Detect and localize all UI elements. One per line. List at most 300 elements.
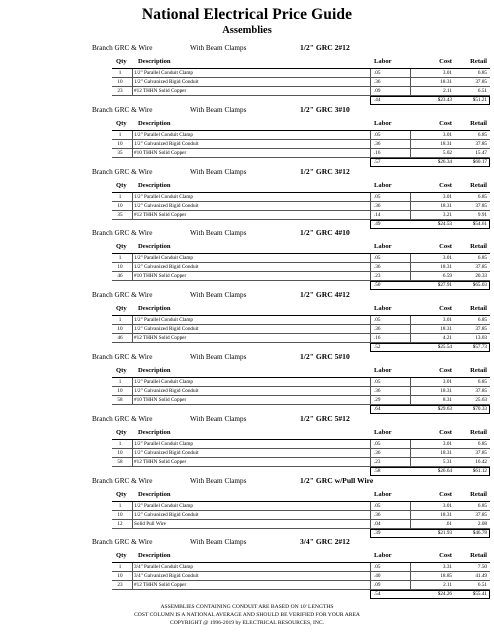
description-header: Description (138, 119, 171, 127)
row-labor: .36 (374, 264, 381, 271)
row-labor: .36 (374, 511, 381, 518)
qty-header: Qty (116, 305, 127, 313)
row-description: #10 THHN Solid Copper (134, 397, 187, 403)
row-cost: 2.11 (443, 582, 452, 589)
row-retail: 37.85 (475, 79, 487, 85)
table-header (112, 242, 490, 253)
row-labor: .05 (374, 131, 381, 138)
retail-header: Retail (470, 119, 487, 127)
row-cost: 3.01 (442, 131, 452, 138)
total-labor: .50 (374, 282, 381, 289)
total-labor: .64 (374, 406, 381, 412)
row-cost: 18.31 (440, 511, 452, 518)
footer-notes (0, 603, 494, 627)
total-row (112, 158, 490, 166)
row-cost: 18.31 (440, 79, 452, 85)
assembly-table (112, 119, 490, 166)
row-cost: 18.31 (440, 326, 452, 333)
table-row (112, 263, 490, 272)
table-body (112, 501, 490, 529)
total-cost: $24.26 (437, 591, 452, 598)
row-qty: 1 (118, 379, 122, 385)
row-retail: 13.03 (475, 335, 487, 342)
row-retail: 6.85 (477, 379, 487, 385)
row-retail: 6.51 (477, 88, 487, 94)
total-cost: $23.43 (437, 97, 452, 103)
row-qty: 35 (117, 211, 123, 218)
row-retail: 6.85 (477, 131, 487, 138)
row-labor: .04 (374, 520, 381, 527)
total-labor: .52 (374, 344, 381, 351)
row-labor: .16 (374, 335, 381, 342)
row-qty: 10 (117, 449, 123, 456)
row-qty: 10 (117, 202, 123, 209)
table-body (112, 315, 490, 343)
row-retail: 6.85 (477, 440, 487, 447)
page-title: National Electrical Price Guide (141, 6, 353, 23)
total-row (112, 281, 490, 289)
row-description: 1/2" Parallel Conduit Clamp (134, 70, 194, 76)
row-retail: 6.85 (477, 317, 487, 324)
qty-header: Qty (116, 181, 127, 189)
labor-header: Labor (374, 243, 392, 251)
row-labor: .05 (374, 317, 381, 324)
table-row (112, 440, 490, 449)
section-mounting: With Beam Clamps (190, 229, 247, 238)
total-cost: $26.64 (437, 467, 452, 474)
cost-header: Cost (439, 181, 452, 189)
row-qty: 10 (117, 326, 123, 333)
table-header (112, 366, 490, 377)
row-labor: .05 (374, 255, 381, 262)
row-description: #12 THHN Solid Copper (134, 211, 187, 218)
row-qty: 10 (117, 79, 123, 85)
total-labor: .58 (374, 467, 381, 474)
retail-header: Retail (470, 367, 487, 374)
table-header (112, 490, 490, 501)
qty-header: Qty (116, 58, 127, 65)
table-body (112, 130, 490, 158)
total-labor: .44 (374, 97, 381, 103)
table-header (112, 428, 490, 439)
total-labor: .57 (374, 158, 381, 165)
section-category: Branch GRC & Wire (92, 44, 153, 52)
section-header (0, 413, 494, 425)
footer-line: COST COLUMN IS A NATIONAL AVERAGE AND SHOULD BE VERIFIED FOR YOUR AREA (134, 612, 360, 618)
row-retail: 6.85 (477, 502, 487, 509)
row-cost: 3.01 (442, 255, 452, 262)
retail-header: Retail (470, 552, 487, 560)
qty-header: Qty (116, 367, 127, 374)
labor-header: Labor (374, 428, 392, 436)
row-cost: 5.02 (442, 149, 452, 156)
section-category: Branch GRC & Wire (92, 476, 153, 485)
row-cost: 3.21 (442, 211, 452, 218)
row-cost: 18.31 (440, 264, 452, 271)
row-qty: 58 (117, 397, 123, 403)
row-retail: 37.85 (475, 388, 487, 394)
retail-header: Retail (470, 58, 487, 65)
total-retail: $51.21 (472, 97, 487, 103)
total-row (112, 220, 490, 228)
section-header (0, 475, 494, 487)
row-description: 1/2" Parallel Conduit Clamp (134, 255, 194, 262)
section-mounting: With Beam Clamps (190, 538, 247, 547)
total-retail: $55.41 (472, 591, 487, 598)
section-code: 1/2" GRC 5#10 (300, 352, 350, 361)
total-row (112, 343, 490, 351)
qty-header: Qty (116, 428, 127, 436)
row-qty: 23 (117, 582, 123, 589)
retail-header: Retail (470, 490, 487, 498)
row-cost: 4.21 (442, 335, 452, 342)
row-cost: 18.31 (440, 202, 452, 209)
table-body (112, 253, 490, 281)
qty-header: Qty (116, 552, 127, 560)
section-category: Branch GRC & Wire (92, 229, 153, 238)
row-description: #12 THHN Solid Copper (134, 88, 187, 94)
row-description: 1/2" Parallel Conduit Clamp (134, 131, 194, 138)
table-row (112, 254, 490, 263)
row-cost: 3.01 (442, 440, 452, 447)
qty-header: Qty (116, 243, 127, 251)
row-labor: .09 (374, 88, 381, 94)
footer-line: COPYRIGHT @ 1996-2019 by ELECTRICAL RESOURCES, INC. (169, 620, 324, 626)
row-retail: 37.85 (475, 202, 487, 209)
row-cost: 2.11 (443, 88, 452, 94)
row-qty: 1 (118, 502, 122, 509)
row-cost: 3.01 (442, 502, 452, 509)
total-cost: $29.63 (437, 406, 452, 412)
row-labor: .05 (374, 502, 381, 509)
row-description: 1/2" Galvanized Rigid Conduit (134, 388, 199, 394)
row-qty: 1 (118, 564, 122, 571)
section-header (0, 42, 494, 54)
table-row (112, 211, 490, 220)
row-labor: .16 (374, 149, 381, 156)
total-retail: $61.12 (472, 467, 487, 474)
row-retail: 37.85 (475, 140, 487, 147)
table-row (112, 449, 490, 458)
row-retail: 37.85 (475, 511, 487, 518)
retail-header: Retail (470, 243, 487, 251)
total-labor: .39 (374, 529, 381, 536)
row-labor: .09 (374, 582, 381, 589)
labor-header: Labor (374, 305, 392, 313)
row-qty: 10 (117, 264, 123, 271)
row-description: 1/2" Galvanized Rigid Conduit (134, 79, 199, 85)
table-row (112, 140, 490, 149)
row-retail: 7.50 (477, 564, 487, 571)
row-description: #12 THHN Solid Copper (134, 335, 187, 342)
total-retail: $46.78 (472, 529, 487, 536)
row-retail: 41.49 (475, 573, 487, 580)
table-row (112, 520, 490, 529)
section-mounting: With Beam Clamps (190, 105, 247, 114)
row-cost: 3.31 (442, 564, 452, 571)
row-cost: 18.31 (440, 449, 452, 456)
row-labor: .36 (374, 140, 381, 147)
cost-header: Cost (439, 552, 452, 560)
table-row (112, 78, 490, 87)
table-row (112, 581, 490, 590)
row-retail: 15.47 (475, 149, 487, 156)
row-description: 1/2" Parallel Conduit Clamp (134, 317, 194, 324)
row-cost: 18.31 (440, 140, 452, 147)
row-description: 1/2" Galvanized Rigid Conduit (134, 326, 199, 333)
section-mounting: With Beam Clamps (190, 414, 247, 423)
row-qty: 10 (117, 573, 123, 580)
row-labor: .05 (374, 70, 381, 76)
assembly-table (112, 551, 490, 598)
table-row (112, 563, 490, 572)
section-code: 1/2" GRC w/Pull Wire (300, 475, 374, 485)
total-retail: $57.73 (472, 344, 487, 351)
assembly-table (112, 490, 490, 537)
retail-header: Retail (470, 428, 487, 436)
section-mounting: With Beam Clamps (190, 353, 247, 361)
row-qty: 35 (117, 149, 123, 156)
row-description: #10 THHN Solid Copper (134, 273, 187, 280)
row-qty: 58 (117, 458, 123, 465)
total-retail: $54.61 (472, 220, 487, 227)
row-qty: 1 (118, 255, 122, 262)
footer-line: ASSEMBLIES CONTAINING CONDUIT ARE BASED ON 10' LENGTHS (160, 604, 334, 610)
row-cost: 5.31 (442, 458, 452, 465)
table-row (112, 387, 490, 396)
row-description: 1/2" Galvanized Rigid Conduit (134, 511, 199, 518)
table-row (112, 131, 490, 140)
retail-header: Retail (470, 181, 487, 189)
row-cost: 8.31 (442, 397, 452, 403)
table-row (112, 458, 490, 467)
section-mounting: With Beam Clamps (190, 44, 247, 52)
row-retail: 2.08 (477, 520, 487, 527)
row-qty: 1 (118, 193, 122, 200)
total-retail: $65.03 (472, 282, 487, 289)
assembly-table (112, 366, 490, 413)
total-row (112, 590, 490, 598)
table-row (112, 325, 490, 334)
section-header (0, 166, 494, 178)
row-labor: .36 (374, 79, 381, 85)
row-qty: 1 (118, 440, 122, 447)
section-code: 1/2" GRC 2#12 (300, 43, 350, 52)
row-retail: 20.33 (475, 273, 487, 280)
table-row (112, 202, 490, 211)
row-description: Solid Pull Wire (134, 520, 166, 527)
description-header: Description (138, 490, 171, 498)
row-description: 1/2" Galvanized Rigid Conduit (134, 264, 199, 271)
cost-header: Cost (439, 367, 452, 374)
section-code: 1/2" GRC 4#12 (300, 290, 350, 300)
labor-header: Labor (374, 58, 392, 65)
table-header (112, 57, 490, 68)
assembly-table (112, 242, 490, 289)
row-retail: 6.85 (477, 255, 487, 262)
total-retail: $70.33 (472, 406, 487, 412)
description-header: Description (138, 181, 171, 189)
row-retail: 16.42 (475, 458, 487, 465)
section-header (0, 289, 494, 301)
row-retail: 9.91 (477, 211, 487, 218)
table-row (112, 502, 490, 511)
row-qty: 46 (117, 335, 123, 342)
row-description: #10 THHN Solid Copper (134, 149, 187, 156)
table-row (112, 193, 490, 202)
row-labor: .05 (374, 440, 381, 447)
assembly-table (112, 181, 490, 228)
table-body (112, 562, 490, 590)
labor-header: Labor (374, 552, 392, 560)
row-qty: 12 (117, 520, 123, 527)
row-qty: 1 (118, 317, 122, 324)
row-labor: .05 (374, 564, 381, 571)
retail-header: Retail (470, 305, 487, 313)
description-header: Description (138, 552, 171, 560)
table-body (112, 192, 490, 220)
cost-header: Cost (439, 243, 452, 251)
section-code: 1/2" GRC 5#12 (300, 413, 350, 423)
row-labor: .36 (374, 202, 381, 209)
row-description: 1/2" Galvanized Rigid Conduit (134, 202, 199, 209)
total-row (112, 405, 490, 413)
row-cost: 6.59 (442, 273, 452, 280)
table-header (112, 119, 490, 130)
table-row (112, 572, 490, 581)
table-header (112, 551, 490, 562)
description-header: Description (138, 58, 171, 65)
section-code: 3/4" GRC 2#12 (300, 537, 350, 547)
row-cost: 3.01 (442, 193, 452, 200)
row-retail: 37.85 (475, 449, 487, 456)
section-code: 1/2" GRC 3#12 (300, 166, 350, 176)
cost-header: Cost (439, 490, 452, 498)
section-header (0, 351, 494, 363)
section-header (0, 104, 494, 116)
row-qty: 23 (117, 88, 123, 94)
row-cost: .61 (445, 520, 452, 527)
row-retail: 6.51 (477, 582, 487, 589)
row-qty: 46 (117, 273, 123, 280)
table-row (112, 69, 490, 78)
cost-header: Cost (439, 305, 452, 313)
table-row (112, 87, 490, 96)
row-retail: 25.63 (475, 397, 487, 403)
row-description: 1/2" Parallel Conduit Clamp (134, 502, 194, 509)
row-labor: .36 (374, 388, 381, 394)
total-labor: .54 (374, 591, 381, 598)
section-mounting: With Beam Clamps (190, 167, 247, 176)
description-header: Description (138, 243, 171, 251)
total-retail: $60.17 (472, 158, 487, 165)
table-row (112, 149, 490, 158)
total-cost: $27.91 (437, 282, 452, 289)
table-row (112, 316, 490, 325)
table-body (112, 377, 490, 405)
cost-header: Cost (439, 58, 452, 65)
total-row (112, 529, 490, 537)
row-qty: 10 (117, 140, 123, 147)
section-header (0, 536, 494, 548)
row-qty: 1 (118, 70, 122, 76)
row-labor: .36 (374, 449, 381, 456)
section-category: Branch GRC & Wire (92, 414, 153, 423)
labor-header: Labor (374, 119, 392, 127)
section-header (0, 227, 494, 239)
row-cost: 3.01 (442, 317, 452, 324)
total-cost: $26.34 (437, 158, 452, 165)
total-row (112, 96, 490, 104)
table-row (112, 272, 490, 281)
row-description: 1/2" Parallel Conduit Clamp (134, 440, 194, 447)
total-labor: .49 (374, 220, 381, 227)
row-description: 1/2" Galvanized Rigid Conduit (134, 449, 199, 456)
table-row (112, 511, 490, 520)
table-row (112, 378, 490, 387)
table-header (112, 304, 490, 315)
page-subtitle: Assemblies (222, 25, 272, 36)
table-body (112, 68, 490, 96)
cost-header: Cost (439, 428, 452, 436)
qty-header: Qty (116, 119, 127, 127)
row-labor: .23 (374, 458, 381, 465)
description-header: Description (138, 305, 171, 313)
row-labor: .23 (374, 273, 381, 280)
total-cost: $24.53 (437, 220, 452, 227)
table-header (112, 181, 490, 192)
table-row (112, 396, 490, 405)
assembly-table (112, 57, 490, 104)
description-header: Description (138, 367, 171, 374)
row-description: 1/2" Parallel Conduit Clamp (134, 379, 194, 385)
description-header: Description (138, 428, 171, 436)
row-cost: 18.85 (440, 573, 452, 580)
row-retail: 6.85 (477, 193, 487, 200)
total-row (112, 467, 490, 475)
row-labor: .29 (374, 397, 381, 403)
row-qty: 1 (118, 131, 122, 138)
row-labor: .40 (374, 573, 381, 580)
row-description: 3/4" Parallel Conduit Clamp (134, 564, 194, 571)
row-cost: 3.01 (442, 70, 452, 76)
row-description: #12 THHN Solid Copper (134, 582, 187, 589)
row-labor: .36 (374, 326, 381, 333)
row-cost: 3.01 (442, 379, 452, 385)
section-code: 1/2" GRC 3#10 (300, 104, 350, 114)
row-retail: 37.85 (475, 264, 487, 271)
row-description: 1/2" Parallel Conduit Clamp (134, 193, 194, 200)
row-description: 3/4" Galvanized Rigid Conduit (134, 573, 199, 580)
row-qty: 10 (117, 511, 123, 518)
total-cost: $25.54 (437, 344, 452, 351)
section-category: Branch GRC & Wire (92, 538, 153, 547)
row-retail: 6.85 (477, 70, 487, 76)
cost-header: Cost (439, 119, 452, 127)
row-description: 1/2" Galvanized Rigid Conduit (134, 140, 199, 147)
total-cost: $21.93 (437, 529, 452, 536)
row-qty: 10 (117, 388, 123, 394)
row-labor: .14 (374, 211, 381, 218)
section-category: Branch GRC & Wire (92, 353, 153, 361)
section-category: Branch GRC & Wire (92, 105, 153, 114)
assembly-table (112, 428, 490, 475)
section-category: Branch GRC & Wire (92, 291, 153, 300)
row-description: #12 THHN Solid Copper (134, 458, 187, 465)
labor-header: Labor (374, 181, 392, 189)
row-labor: .05 (374, 193, 381, 200)
assembly-table (112, 304, 490, 351)
